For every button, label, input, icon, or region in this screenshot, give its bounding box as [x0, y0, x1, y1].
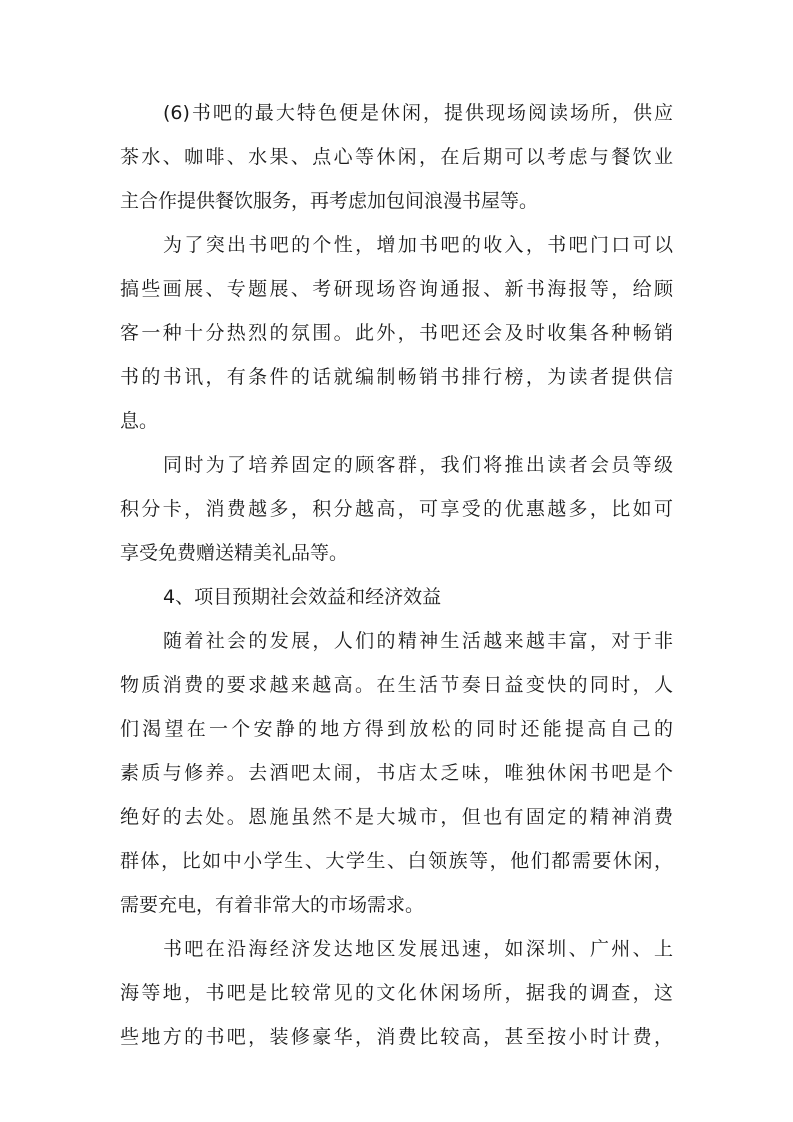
text-line: 需要充电，有着非常大的市场需求。 [120, 894, 425, 916]
text-line: 素质与修养。去酒吧太闹，书店太乏味，唯独休闲书吧是个 [120, 762, 673, 784]
text-line: 物质消费的要求越来越高。在生活节奏日益变快的同时，人 [120, 674, 673, 696]
text-line: 海等地，书吧是比较常见的文化休闲场所，据我的调查，这 [120, 982, 673, 1004]
section-heading: 4、项目预期社会效益和经济效益 [163, 586, 442, 608]
text-line: 主合作提供餐饮服务，再考虑加包间浪漫书屋等。 [120, 190, 539, 212]
text-line: 们渴望在一个安静的地方得到放松的同时还能提高自己的 [120, 718, 673, 740]
text-line: 息。 [120, 410, 159, 432]
text-line: 茶水、咖啡、水果、点心等休闲，在后期可以考虑与餐饮业 [120, 146, 673, 168]
text-line: 些地方的书吧，装修豪华，消费比较高，甚至按小时计费， [120, 1026, 673, 1048]
text-line: 同时为了培养固定的顾客群，我们将推出读者会员等级 [163, 454, 673, 476]
text-line: 群体，比如中小学生、大学生、白领族等，他们都需要休闲， [120, 850, 673, 872]
text-line: 客一种十分热烈的氛围。此外，书吧还会及时收集各种畅销 [120, 322, 673, 344]
text-line: 积分卡，消费越多，积分越高，可享受的优惠越多，比如可 [120, 498, 673, 520]
text-line: 享受免费赠送精美礼品等。 [120, 542, 349, 564]
text-line: 搞些画展、专题展、考研现场咨询通报、新书海报等，给顾 [120, 278, 673, 300]
text-line: 书吧在沿海经济发达地区发展迅速，如深圳、广州、上 [163, 938, 673, 960]
text-line: 书的书讯，有条件的话就编制畅销书排行榜，为读者提供信 [120, 366, 673, 388]
text-line: 绝好的去处。恩施虽然不是大城市，但也有固定的精神消费 [120, 806, 673, 828]
text-line: 随着社会的发展，人们的精神生活越来越丰富，对于非 [163, 630, 673, 652]
text-line: 为了突出书吧的个性，增加书吧的收入，书吧门口可以 [163, 234, 673, 256]
text-line: (6)书吧的最大特色便是休闲，提供现场阅读场所，供应 [163, 102, 673, 124]
